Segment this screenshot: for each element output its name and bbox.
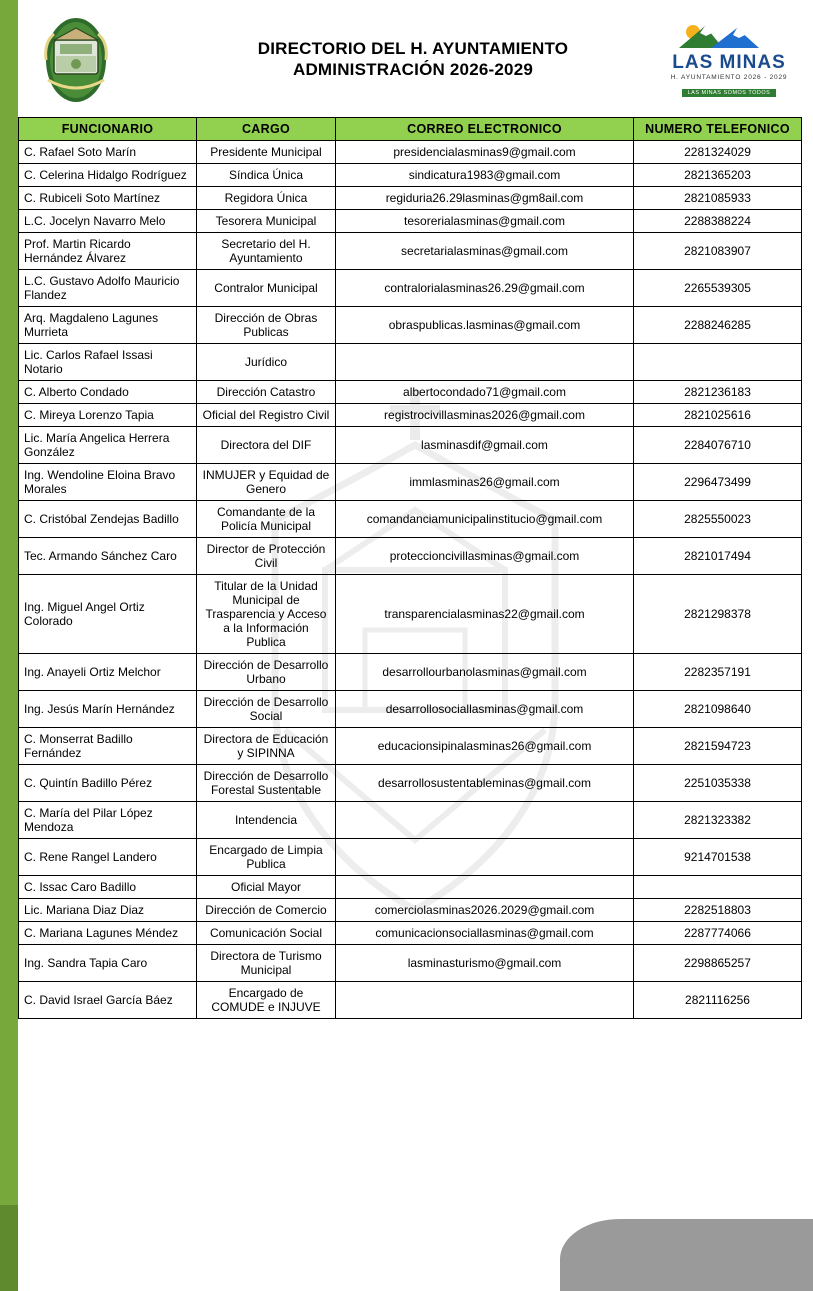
table-row (19, 404, 802, 427)
table-row (19, 899, 802, 922)
cell-telefono: 2821116256 (634, 982, 802, 1019)
cell-funcionario: C. Alberto Condado (19, 381, 197, 404)
cell-cargo: Encargado de Limpia Publica (197, 839, 336, 876)
table-row (19, 270, 802, 307)
logo-subtitle: H. AYUNTAMIENTO 2026 - 2029 (670, 74, 788, 81)
cell-correo[interactable]: immlasminas26@gmail.com (336, 464, 634, 501)
cell-cargo: Dirección de Obras Publicas (197, 307, 336, 344)
cell-correo[interactable]: desarrollosociallasminas@gmail.com (336, 691, 634, 728)
column-header-cargo: CARGO (197, 118, 336, 141)
cell-cargo: Secretario del H. Ayuntamiento (197, 233, 336, 270)
table-row (19, 654, 802, 691)
cell-correo (336, 802, 634, 839)
cell-correo[interactable]: regiduria26.29lasminas@gm8ail.com (336, 187, 634, 210)
cell-cargo: Directora de Turismo Municipal (197, 945, 336, 982)
cell-funcionario: C. Issac Caro Badillo (19, 876, 197, 899)
cell-telefono (634, 876, 802, 899)
cell-correo[interactable]: tesorerialasminas@gmail.com (336, 210, 634, 233)
cell-correo (336, 344, 634, 381)
cell-correo[interactable]: proteccioncivillasminas@gmail.com (336, 538, 634, 575)
cell-telefono: 2821365203 (634, 164, 802, 187)
cell-funcionario: C. Mireya Lorenzo Tapia (19, 404, 197, 427)
cell-correo[interactable]: desarrollosustentableminas@gmail.com (336, 765, 634, 802)
table-row (19, 538, 802, 575)
cell-correo[interactable]: comandanciamunicipalinstitucio@gmail.com (336, 501, 634, 538)
cell-cargo: Tesorera Municipal (197, 210, 336, 233)
cell-correo[interactable]: secretarialasminas@gmail.com (336, 233, 634, 270)
cell-telefono: 2251035338 (634, 765, 802, 802)
cell-cargo: Regidora Única (197, 187, 336, 210)
cell-funcionario: C. David Israel García Báez (19, 982, 197, 1019)
cell-funcionario: Prof. Martin Ricardo Hernández Álvarez (19, 233, 197, 270)
cell-telefono: 2282357191 (634, 654, 802, 691)
cell-funcionario: Lic. María Angelica Herrera González (19, 427, 197, 464)
directory-table (18, 117, 802, 1019)
cell-funcionario: L.C. Gustavo Adolfo Mauricio Flandez (19, 270, 197, 307)
cell-telefono: 2821083907 (634, 233, 802, 270)
cell-funcionario: Lic. Carlos Rafael Issasi Notario (19, 344, 197, 381)
cell-cargo: Dirección Catastro (197, 381, 336, 404)
cell-telefono: 2821098640 (634, 691, 802, 728)
table-row (19, 187, 802, 210)
cell-correo[interactable]: educacionsipinalasminas26@gmail.com (336, 728, 634, 765)
cell-telefono: 2821323382 (634, 802, 802, 839)
cell-correo[interactable]: desarrollourbanolasminas@gmail.com (336, 654, 634, 691)
table-row (19, 233, 802, 270)
cell-funcionario: C. Mariana Lagunes Méndez (19, 922, 197, 945)
cell-cargo: Director de Protección Civil (197, 538, 336, 575)
cell-telefono: 2821025616 (634, 404, 802, 427)
table-row (19, 164, 802, 187)
cell-cargo: Titular de la Unidad Municipal de Trasparencia y Acceso a la Información Publica (197, 575, 336, 654)
cell-correo[interactable]: lasminasturismo@gmail.com (336, 945, 634, 982)
cell-cargo: Dirección de Comercio (197, 899, 336, 922)
bottom-gray-shape (560, 1219, 813, 1291)
mountains-icon (659, 22, 799, 48)
cell-cargo: Síndica Única (197, 164, 336, 187)
cell-funcionario: Tec. Armando Sánchez Caro (19, 538, 197, 575)
cell-correo[interactable]: comerciolasminas2026.2029@gmail.com (336, 899, 634, 922)
cell-cargo: Oficial Mayor (197, 876, 336, 899)
cell-correo[interactable]: registrocivillasminas2026@gmail.com (336, 404, 634, 427)
table-row (19, 765, 802, 802)
cell-cargo: Presidente Municipal (197, 141, 336, 164)
cell-cargo: INMUJER y Equidad de Genero (197, 464, 336, 501)
municipal-crest-icon (40, 14, 112, 106)
cell-telefono: 2287774066 (634, 922, 802, 945)
table-row (19, 141, 802, 164)
cell-correo[interactable]: albertocondado71@gmail.com (336, 381, 634, 404)
table-row (19, 691, 802, 728)
cell-telefono: 2282518803 (634, 899, 802, 922)
cell-correo[interactable]: sindicatura1983@gmail.com (336, 164, 634, 187)
table-row (19, 922, 802, 945)
cell-telefono: 2288246285 (634, 307, 802, 344)
cell-funcionario: C. Monserrat Badillo Fernández (19, 728, 197, 765)
table-row (19, 876, 802, 899)
table-row (19, 802, 802, 839)
cell-funcionario: C. Celerina Hidalgo Rodríguez (19, 164, 197, 187)
cell-funcionario: Ing. Anayeli Ortiz Melchor (19, 654, 197, 691)
cell-correo[interactable]: obraspublicas.lasminas@gmail.com (336, 307, 634, 344)
las-minas-logo (659, 22, 799, 94)
cell-correo[interactable]: lasminasdif@gmail.com (336, 427, 634, 464)
column-header-funcionario: FUNCIONARIO (19, 118, 197, 141)
left-green-stripe-dark (0, 1205, 18, 1291)
table-row (19, 945, 802, 982)
cell-telefono: 2281324029 (634, 141, 802, 164)
cell-funcionario: C. Rubiceli Soto Martínez (19, 187, 197, 210)
table-row (19, 839, 802, 876)
cell-telefono: 2265539305 (634, 270, 802, 307)
cell-cargo: Comandante de la Policía Municipal (197, 501, 336, 538)
left-green-stripe (0, 0, 18, 1291)
cell-funcionario: C. Quintín Badillo Pérez (19, 765, 197, 802)
cell-correo[interactable]: presidencialasminas9@gmail.com (336, 141, 634, 164)
cell-funcionario: Ing. Miguel Angel Ortiz Colorado (19, 575, 197, 654)
cell-funcionario: Lic. Mariana Diaz Diaz (19, 899, 197, 922)
table-row (19, 381, 802, 404)
cell-cargo: Comunicación Social (197, 922, 336, 945)
cell-funcionario: C. Cristóbal Zendejas Badillo (19, 501, 197, 538)
cell-funcionario: L.C. Jocelyn Navarro Melo (19, 210, 197, 233)
table-header-row (19, 118, 802, 141)
cell-telefono: 2821085933 (634, 187, 802, 210)
table-row (19, 210, 802, 233)
cell-telefono: 2298865257 (634, 945, 802, 982)
cell-cargo: Directora de Educación y SIPINNA (197, 728, 336, 765)
cell-telefono: 2821236183 (634, 381, 802, 404)
cell-cargo: Intendencia (197, 802, 336, 839)
cell-funcionario: Ing. Sandra Tapia Caro (19, 945, 197, 982)
table-row (19, 575, 802, 654)
cell-funcionario: C. Rene Rangel Landero (19, 839, 197, 876)
document-header (18, 8, 813, 113)
title-line-2: ADMINISTRACIÓN 2026-2029 (292, 60, 534, 79)
cell-cargo: Directora del DIF (197, 427, 336, 464)
cell-telefono: 2288388224 (634, 210, 802, 233)
table-row (19, 501, 802, 538)
cell-cargo: Contralor Municipal (197, 270, 336, 307)
cell-cargo: Dirección de Desarrollo Social (197, 691, 336, 728)
cell-telefono: 9214701538 (634, 839, 802, 876)
cell-telefono: 2296473499 (634, 464, 802, 501)
cell-funcionario: Arq. Magdaleno Lagunes Murrieta (19, 307, 197, 344)
logo-name: LAS MINAS (672, 52, 786, 73)
cell-funcionario: Ing. Wendoline Eloina Bravo Morales (19, 464, 197, 501)
page-title (168, 38, 658, 80)
table-row (19, 344, 802, 381)
cell-funcionario: C. Rafael Soto Marín (19, 141, 197, 164)
cell-cargo: Oficial del Registro Civil (197, 404, 336, 427)
cell-cargo: Dirección de Desarrollo Forestal Sustentable (197, 765, 336, 802)
column-header-telefono: NUMERO TELEFONICO (634, 118, 802, 141)
cell-funcionario: Ing. Jesús Marín Hernández (19, 691, 197, 728)
cell-correo (336, 876, 634, 899)
cell-funcionario: C. María del Pilar López Mendoza (19, 802, 197, 839)
cell-telefono: 2821594723 (634, 728, 802, 765)
cell-telefono: 2825550023 (634, 501, 802, 538)
cell-cargo: Dirección de Desarrollo Urbano (197, 654, 336, 691)
cell-telefono (634, 344, 802, 381)
table-row (19, 728, 802, 765)
cell-telefono: 2284076710 (634, 427, 802, 464)
cell-correo[interactable]: comunicacionsociallasminas@gmail.com (336, 922, 634, 945)
table-row (19, 982, 802, 1019)
logo-slogan: LAS MINAS SOMOS TODOS (682, 89, 777, 97)
table-row (19, 307, 802, 344)
table-row (19, 427, 802, 464)
column-header-correo: CORREO ELECTRONICO (336, 118, 634, 141)
cell-telefono: 2821017494 (634, 538, 802, 575)
title-line-1: DIRECTORIO DEL H. AYUNTAMIENTO (257, 39, 569, 58)
table-row (19, 464, 802, 501)
cell-correo[interactable]: transparencialasminas22@gmail.com (336, 575, 634, 654)
cell-cargo: Jurídico (197, 344, 336, 381)
cell-correo (336, 839, 634, 876)
cell-telefono: 2821298378 (634, 575, 802, 654)
table-body (19, 141, 802, 1019)
cell-cargo: Encargado de COMUDE e INJUVE (197, 982, 336, 1019)
cell-correo[interactable]: contralorialasminas26.29@gmail.com (336, 270, 634, 307)
cell-correo (336, 982, 634, 1019)
